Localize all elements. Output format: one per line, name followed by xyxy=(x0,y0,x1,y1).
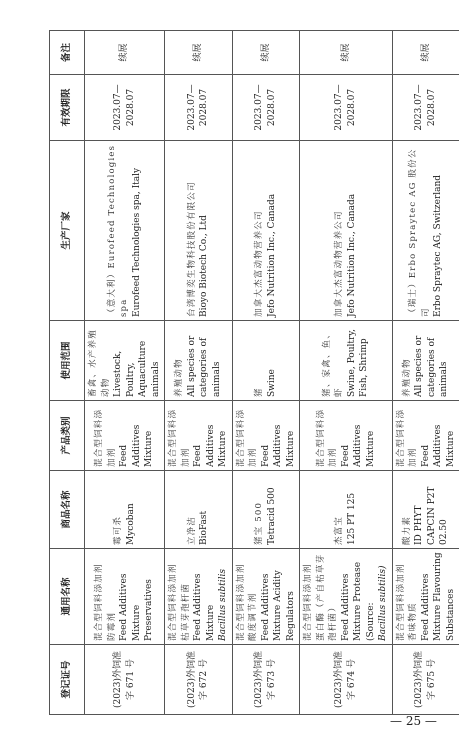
category-en: Feed Additives Mixture xyxy=(260,424,296,467)
category-zh: 混合型饲料添加剂 xyxy=(315,408,338,467)
maker-zh: （意大利）Eurofeed Technologies spa xyxy=(106,144,130,317)
trade-zh: 杰富宝 xyxy=(334,515,345,545)
header-cell: 生产厂家 xyxy=(50,141,85,321)
trade-zh: 猪宝 500 xyxy=(254,501,265,545)
date: 2023.07—2028.07 xyxy=(334,84,357,131)
trade-zh: 立净洁 xyxy=(186,515,197,545)
table-row xyxy=(165,31,233,715)
maker-cell xyxy=(392,141,459,321)
scope-cell xyxy=(232,321,300,401)
maker-zh: 台湾博奕生物科技股份有限公司 xyxy=(186,181,197,317)
maker-en: Jefo Nutrition Inc., Canada xyxy=(266,193,277,317)
date-cell xyxy=(165,75,233,141)
date: 2023.07—2028.07 xyxy=(254,84,277,131)
scope-cell xyxy=(300,321,393,401)
generic-en-italic: Bacillus subtilis) xyxy=(378,565,388,641)
header-cell: 通用名称 xyxy=(50,549,85,645)
generic-cell xyxy=(392,549,459,645)
generic-zh: 混合型饲料添加剂 枯草芽孢杆菌 xyxy=(168,563,191,641)
id: (2023)外饲准字 671 号 xyxy=(113,651,136,708)
scope-zh: 猪 xyxy=(254,387,265,397)
date-cell xyxy=(232,75,300,141)
trade-en: Tetracid 500 xyxy=(266,487,277,545)
trade-en: Mycoban xyxy=(125,503,136,545)
maker-en: Bioyo Biotech Co., Ltd xyxy=(199,215,210,317)
note-cell xyxy=(232,31,300,75)
scope-en: All species or categories of animals xyxy=(414,335,450,397)
header-cell: 有效期限 xyxy=(50,75,85,141)
generic-zh: 混合型饲料添加剂 防霉剂 xyxy=(94,563,117,641)
cat-cell xyxy=(232,401,300,471)
maker-cell xyxy=(165,141,233,321)
maker-zh: 加拿大杰富动物营养公司 xyxy=(254,210,265,317)
scope-zh: 养殖动物 xyxy=(174,358,185,397)
note: 续展 xyxy=(420,43,431,62)
generic-cell xyxy=(300,549,393,645)
date: 2023.07—2028.07 xyxy=(186,84,210,131)
table-row xyxy=(232,31,300,715)
category-zh: 混合型饲料添加剂 xyxy=(94,408,117,467)
category-en: Feed Additives Mixture xyxy=(119,424,155,467)
scope-cell xyxy=(392,321,459,401)
trade-cell xyxy=(232,471,300,549)
id-cell xyxy=(392,645,459,715)
maker-zh: 加拿大杰富动物营养公司 xyxy=(334,210,345,317)
category-zh: 混合型饲料添加剂 xyxy=(168,408,191,467)
category-zh: 混合型饲料添加剂 xyxy=(235,408,258,467)
generic-cell xyxy=(85,549,165,645)
generic-cell xyxy=(232,549,300,645)
header-cell: 产品类别 xyxy=(50,401,85,471)
category-en: Feed Additives Mixture xyxy=(193,424,228,467)
note: 续展 xyxy=(340,43,351,62)
date: 2023.07—2028.07 xyxy=(414,84,437,131)
generic-en: Feed Additives Mixture xyxy=(193,573,216,641)
page-number: — 25 — xyxy=(390,714,437,728)
maker-cell xyxy=(232,141,300,321)
note: 续展 xyxy=(193,43,203,62)
generic-zh: 混合型饲料添加剂 香味物质 xyxy=(395,563,418,641)
category-en: Feed Additives Mixture xyxy=(420,424,456,467)
note-cell xyxy=(392,31,459,75)
trade-zh: 酸力素 xyxy=(401,515,412,545)
cat-cell xyxy=(85,401,165,471)
note: 续展 xyxy=(119,43,130,62)
id: (2023)外饲准字 675 号 xyxy=(414,651,437,708)
generic-zh: 混合型饲料添加剂 蛋白酶（产自枯草芽孢杆菌） xyxy=(303,553,338,641)
header-cell: 备注 xyxy=(50,31,85,75)
registration-table xyxy=(49,30,459,715)
cat-cell xyxy=(392,401,459,471)
header-cell: 使用范围 xyxy=(50,321,85,401)
cat-cell xyxy=(165,401,233,471)
maker-en: Jefo Nutrition Inc., Canada xyxy=(346,193,357,317)
id-cell xyxy=(165,645,233,715)
date-cell xyxy=(300,75,393,141)
maker-cell xyxy=(85,141,165,321)
note: 续展 xyxy=(260,43,271,62)
trade-en: ID PHYT CAPCIN P2T 02.50 xyxy=(414,486,450,545)
maker-cell xyxy=(300,141,393,321)
maker-en: Eurofeed Technologies spa, Italy xyxy=(131,167,142,317)
table-header-row xyxy=(50,31,85,715)
note-cell xyxy=(300,31,393,75)
table-row xyxy=(392,31,459,715)
scope-cell xyxy=(165,321,233,401)
trade-cell xyxy=(85,471,165,549)
header-cell: 商品名称 xyxy=(50,471,85,549)
generic-en: Feed Additives Mixture Protease (Source: xyxy=(340,561,376,641)
trade-cell xyxy=(300,471,393,549)
trade-cell xyxy=(165,471,233,549)
generic-en: Feed Additives Mixture Preservatives xyxy=(119,573,155,641)
trade-en: BioFast xyxy=(199,510,210,545)
scope-en: All species or categories of animals xyxy=(186,335,222,397)
table-row xyxy=(300,31,393,715)
trade-cell xyxy=(392,471,459,549)
date-cell xyxy=(85,75,165,141)
id: (2023)外饲准字 673 号 xyxy=(254,651,277,708)
trade-zh: 霉可杀 xyxy=(113,515,123,545)
trade-en: 125 PT 125 xyxy=(346,492,357,545)
id: (2023)外饲准字 672 号 xyxy=(186,651,210,708)
date-cell xyxy=(392,75,459,141)
maker-en: Erbo Spraytec AG, Switzerland xyxy=(433,174,443,317)
scope-zh: 猪、家禽、鱼、虾 xyxy=(321,329,345,397)
table-row xyxy=(85,31,165,715)
generic-en: Feed Additives Mixture Acidity Regulators xyxy=(260,570,296,641)
generic-zh: 混合型饲料添加剂 酸度调节剂 xyxy=(235,563,258,641)
generic-cell xyxy=(165,549,233,645)
maker-zh: （瑞士）Erbo Spraytec AG 股份公司 xyxy=(408,148,431,317)
note-cell xyxy=(85,31,165,75)
id: (2023)外饲准字 674 号 xyxy=(334,651,357,708)
scope-en: Livestock, Poultry, Aquaculture animals xyxy=(113,340,161,397)
scope-cell xyxy=(85,321,165,401)
header-cell: 登记证号 xyxy=(50,645,85,715)
scope-zh: 畜禽、水产养殖动物 xyxy=(88,329,111,397)
category-en: Feed Additives Mixture xyxy=(340,424,376,467)
scope-en: Swine, Poultry, Fish, Shrimp xyxy=(346,328,370,397)
cat-cell xyxy=(300,401,393,471)
generic-en: Feed Additives Mixture Flavouring Substances xyxy=(420,552,456,641)
generic-en-italic: Bacillus subtilis xyxy=(218,569,228,641)
scope-en: Swine xyxy=(266,369,277,397)
id-cell xyxy=(85,645,165,715)
id-cell xyxy=(300,645,393,715)
id-cell xyxy=(232,645,300,715)
category-zh: 混合型饲料添加剂 xyxy=(395,408,418,467)
date: 2023.07—2028.07 xyxy=(113,84,136,131)
scope-zh: 养殖动物 xyxy=(401,358,412,397)
note-cell xyxy=(165,31,233,75)
